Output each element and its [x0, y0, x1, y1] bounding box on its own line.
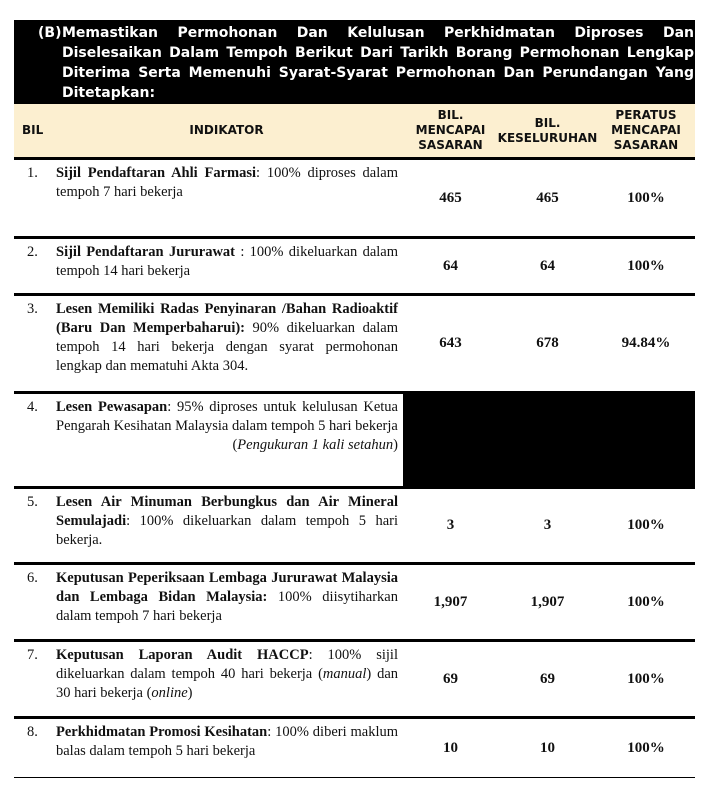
indikator-title: Lesen Memiliki Radas Penyinaran /Bahan Radioaktif (Baru Dan Memperbaharui):	[56, 301, 398, 336]
table-row	[14, 394, 695, 489]
row-peratus: 100%	[627, 517, 665, 533]
row-number: 8.	[27, 724, 38, 740]
row-keseluruhan: 3	[543, 517, 552, 533]
row-mencapai: 465	[439, 189, 462, 206]
section-header	[14, 20, 695, 104]
indikator-desc-italic: manual	[322, 666, 367, 682]
row-indikator	[50, 642, 403, 716]
indikator-title: Keputusan Peperiksaan Lembaga Jururawat Malaysia dan Lembaga Bidan Malaysia:	[56, 570, 398, 605]
table-row	[14, 239, 695, 296]
indikator-desc: : 100% diproses dalam tempoh 7 hari bekerja	[56, 165, 398, 200]
row-mencapai: 10	[443, 739, 458, 756]
header-bil: BIL	[22, 123, 44, 137]
table-row	[14, 489, 695, 565]
row-number: 5.	[27, 494, 38, 510]
row-indikator	[50, 394, 403, 486]
indikator-desc: : 100% sijil dikeluarkan dalam tempoh 40 hari bekerja (	[56, 647, 398, 682]
row-number: 7.	[27, 647, 38, 663]
row-peratus: 100%	[627, 189, 665, 206]
section-label: (B)	[38, 25, 62, 41]
redacted-values-block	[403, 394, 695, 486]
measurement-note: (Pengukuran 1 kali setahun)	[232, 437, 398, 453]
indikator-desc-italic: online	[151, 685, 188, 701]
table-header	[14, 104, 695, 160]
row-peratus: 100%	[627, 593, 665, 610]
row-keseluruhan: 1,907	[530, 593, 565, 610]
row-mencapai: 643	[439, 335, 462, 351]
row-mencapai: 64	[443, 257, 458, 274]
row-number: 2.	[27, 244, 38, 260]
indikator-title: Perkhidmatan Promosi Kesihatan	[56, 724, 268, 740]
table-row	[14, 719, 695, 778]
row-indikator	[50, 296, 403, 391]
row-keseluruhan: 678	[536, 335, 559, 351]
row-peratus: 94.84%	[621, 335, 671, 351]
row-number: 4.	[27, 399, 38, 415]
indikator-desc: : 95% diproses untuk kelulusan Ketua Pengarah Kesihatan Malaysia dalam tempoh 5 hari bekerja	[56, 399, 398, 434]
row-keseluruhan: 69	[540, 670, 555, 687]
header-mencapai: BIL. MENCAPAI SASARAN	[415, 108, 486, 152]
indikator-desc: ) dan 30 hari bekerja (	[56, 666, 399, 701]
table-row	[14, 565, 695, 642]
indikator-desc: : 100% dikeluarkan dalam tempoh 14 hari bekerja	[56, 244, 398, 279]
row-peratus: 100%	[627, 670, 665, 687]
indikator-title: Lesen Air Minuman Berbungkus dan Air Mineral Semulajadi	[56, 494, 398, 529]
table-row	[14, 296, 695, 394]
indikator-desc: 100% diisytiharkan dalam tempoh 7 hari bekerja	[56, 589, 398, 624]
indikator-desc: : 100% diberi maklum balas dalam tempoh 5 hari bekerja	[56, 724, 399, 759]
indikator-title: Sijil Pendaftaran Ahli Farmasi	[56, 165, 257, 181]
indikator-title: Keputusan Laporan Audit HACCP	[56, 647, 309, 663]
section-title: Memastikan Permohonan Dan Kelulusan Perkhidmatan Diproses Dan Diselesaikan Dalam Tempoh Berikut Dari Tarikh Borang Permohonan Lengkap Diterima Serta Memenuhi Syarat-Syarat Permohonan Dan Perundangan Yang Ditetapkan:	[62, 25, 694, 101]
table-row	[14, 642, 695, 719]
row-number: 6.	[27, 570, 38, 586]
row-keseluruhan: 64	[540, 257, 555, 274]
row-indikator	[50, 565, 403, 639]
indikator-title: Sijil Pendaftaran Jururawat	[56, 244, 235, 260]
row-peratus: 100%	[627, 739, 665, 756]
row-number: 1.	[27, 165, 38, 181]
row-indikator	[50, 489, 403, 562]
indikator-desc: )	[187, 685, 193, 701]
row-keseluruhan: 465	[536, 189, 559, 206]
row-indikator	[50, 239, 403, 293]
row-mencapai: 1,907	[433, 593, 468, 610]
row-peratus: 100%	[627, 257, 665, 274]
indikator-desc: 90% dikeluarkan dalam tempoh 14 hari bekerja dengan syarat permohonan lengkap dan mematuhi Akta 304.	[56, 320, 398, 374]
header-keseluruhan: BIL. KESELURUHAN	[497, 115, 598, 145]
kpi-document	[14, 20, 695, 778]
row-number: 3.	[27, 301, 38, 317]
row-indikator	[50, 719, 403, 777]
row-keseluruhan: 10	[540, 739, 555, 756]
table-row	[14, 160, 695, 239]
row-indikator	[50, 160, 403, 236]
header-peratus: PERATUS MENCAPAI SASARAN	[611, 108, 681, 152]
indikator-title: Lesen Pewasapan	[56, 399, 168, 415]
header-indikator: INDIKATOR	[189, 123, 264, 137]
row-mencapai: 3	[446, 517, 455, 533]
row-mencapai: 69	[443, 670, 458, 687]
indikator-desc: : 100% dikeluarkan dalam tempoh 5 hari bekerja.	[56, 513, 398, 548]
